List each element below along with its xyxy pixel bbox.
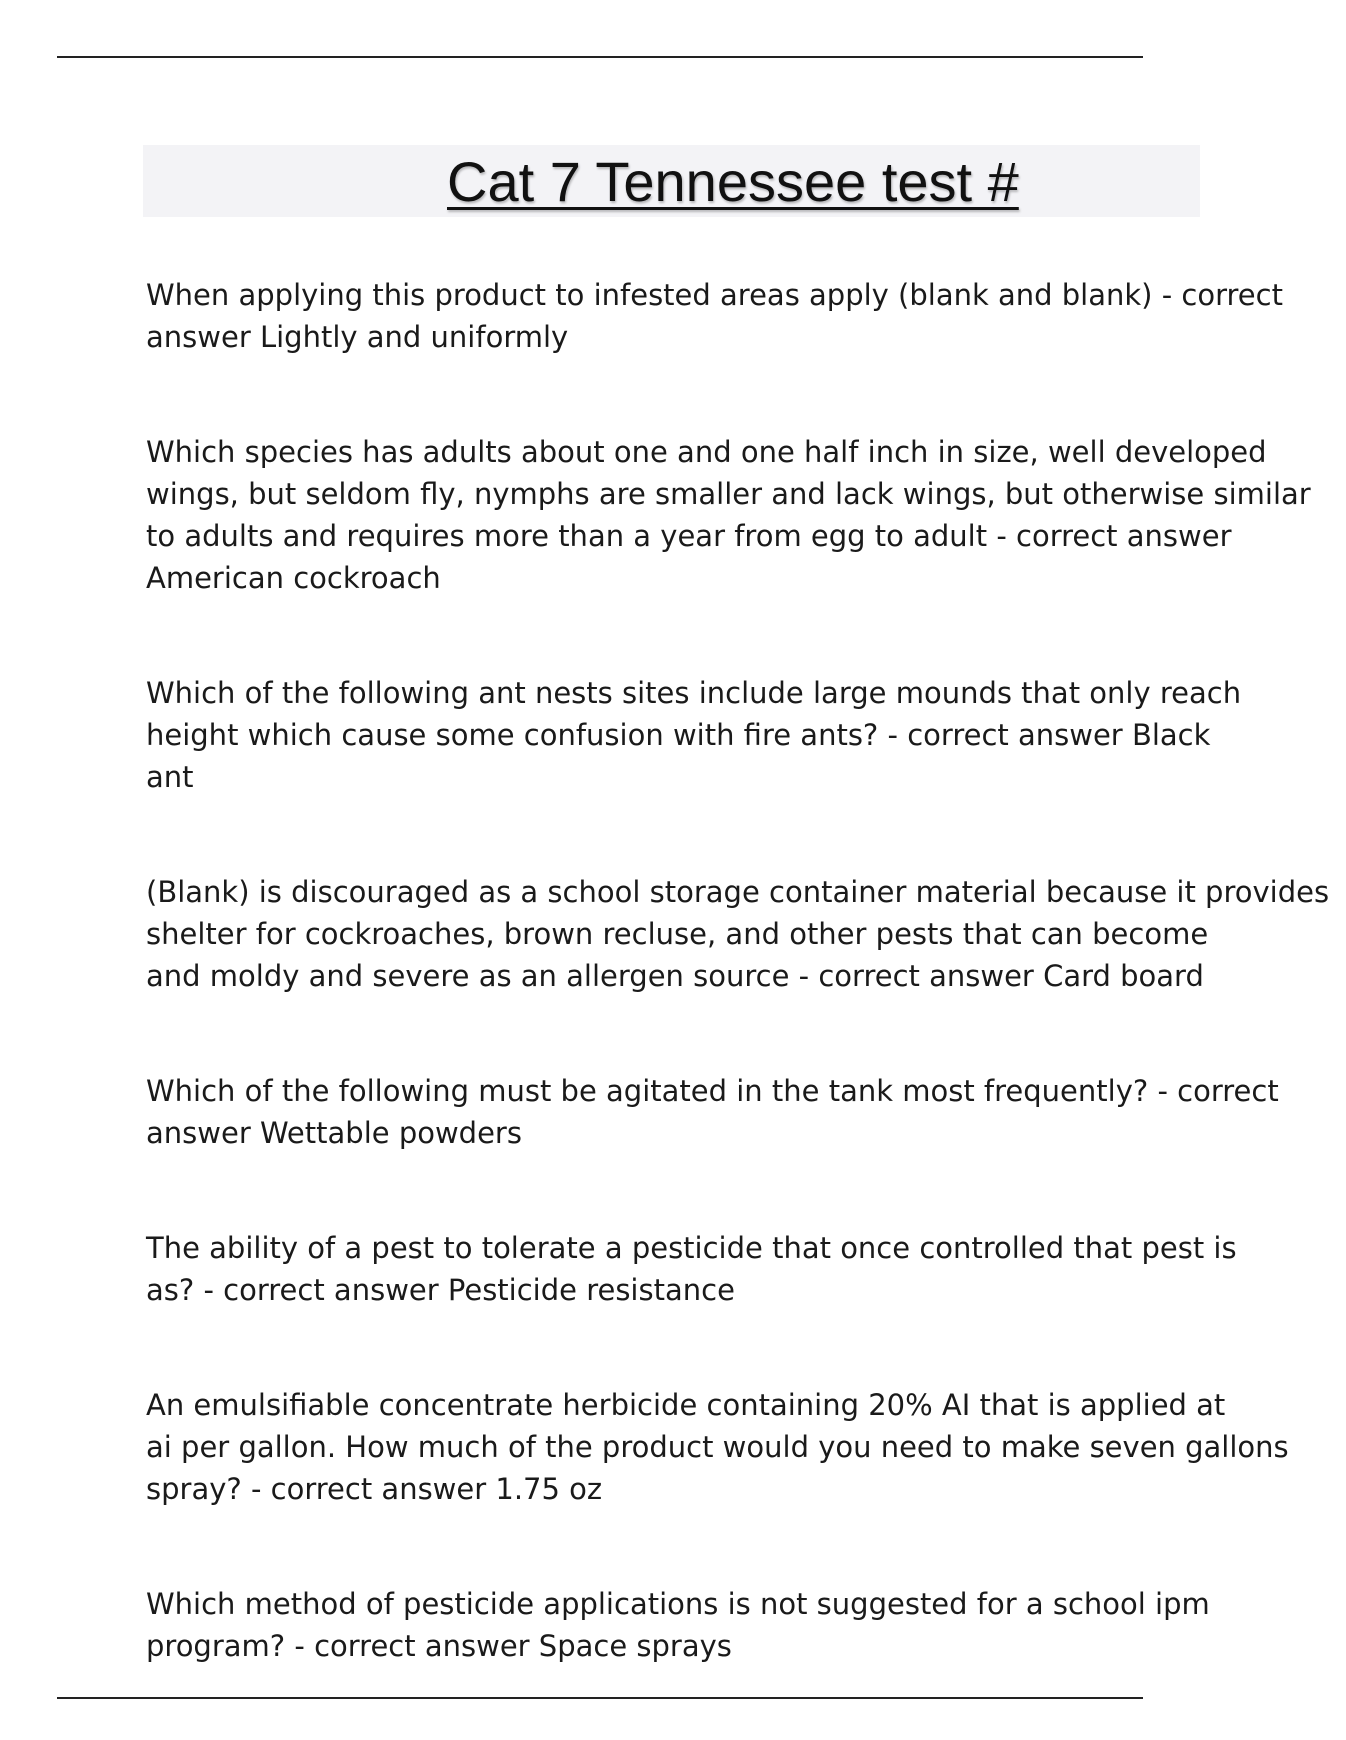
question-line: When applying this product to infested areas apply (blank and blank) - correct xyxy=(146,278,1283,312)
question-line: wings, but seldom fly, nymphs are smaller and lack wings, but otherwise similar xyxy=(146,477,1311,511)
question-item-1 xyxy=(146,274,1346,358)
question-line: answer Wettable powders xyxy=(146,1116,522,1150)
question-item-4 xyxy=(146,871,1346,997)
question-item-6 xyxy=(146,1227,1346,1311)
question-line: height which cause some confusion with fire ants? - correct answer Black xyxy=(146,718,1211,752)
question-item-2 xyxy=(146,431,1346,599)
question-line: Which of the following ant nests sites include large mounds that only reach xyxy=(146,676,1242,710)
question-line: An emulsifiable concentrate herbicide containing 20% AI that is applied at xyxy=(146,1388,1226,1422)
top-divider xyxy=(57,56,1143,58)
bottom-divider xyxy=(57,1697,1143,1699)
question-item-3 xyxy=(146,672,1346,798)
question-line: Which of the following must be agitated in the tank most frequently? - correct xyxy=(146,1074,1279,1108)
question-line: (Blank) is discouraged as a school storage container material because it provides xyxy=(146,875,1330,909)
question-line: shelter for cockroaches, brown recluse, and other pests that can become xyxy=(146,917,1209,951)
question-item-7 xyxy=(146,1384,1346,1510)
question-line: answer Lightly and uniformly xyxy=(146,320,569,354)
question-line: American cockroach xyxy=(146,561,441,595)
question-line: program? - correct answer Space sprays xyxy=(146,1629,732,1663)
question-line: to adults and requires more than a year from egg to adult - correct answer xyxy=(146,519,1232,553)
question-line: Which method of pesticide applications is not suggested for a school ipm xyxy=(146,1587,1210,1621)
question-line: The ability of a pest to tolerate a pesticide that once controlled that pest is xyxy=(146,1231,1237,1265)
question-item-8 xyxy=(146,1583,1346,1667)
question-item-5 xyxy=(146,1070,1346,1154)
question-line: ant xyxy=(146,760,194,794)
question-line: ai per gallon. How much of the product would you need to make seven gallons xyxy=(146,1430,1289,1464)
question-list xyxy=(146,274,1346,1740)
document-title: Cat 7 Tennessee test # xyxy=(447,150,1019,213)
question-line: and moldy and severe as an allergen source - correct answer Card board xyxy=(146,959,1204,993)
question-line: spray? - correct answer 1.75 oz xyxy=(146,1472,603,1506)
question-line: as? - correct answer Pesticide resistance xyxy=(146,1273,735,1307)
question-line: Which species has adults about one and one half inch in size, well developed xyxy=(146,435,1267,469)
